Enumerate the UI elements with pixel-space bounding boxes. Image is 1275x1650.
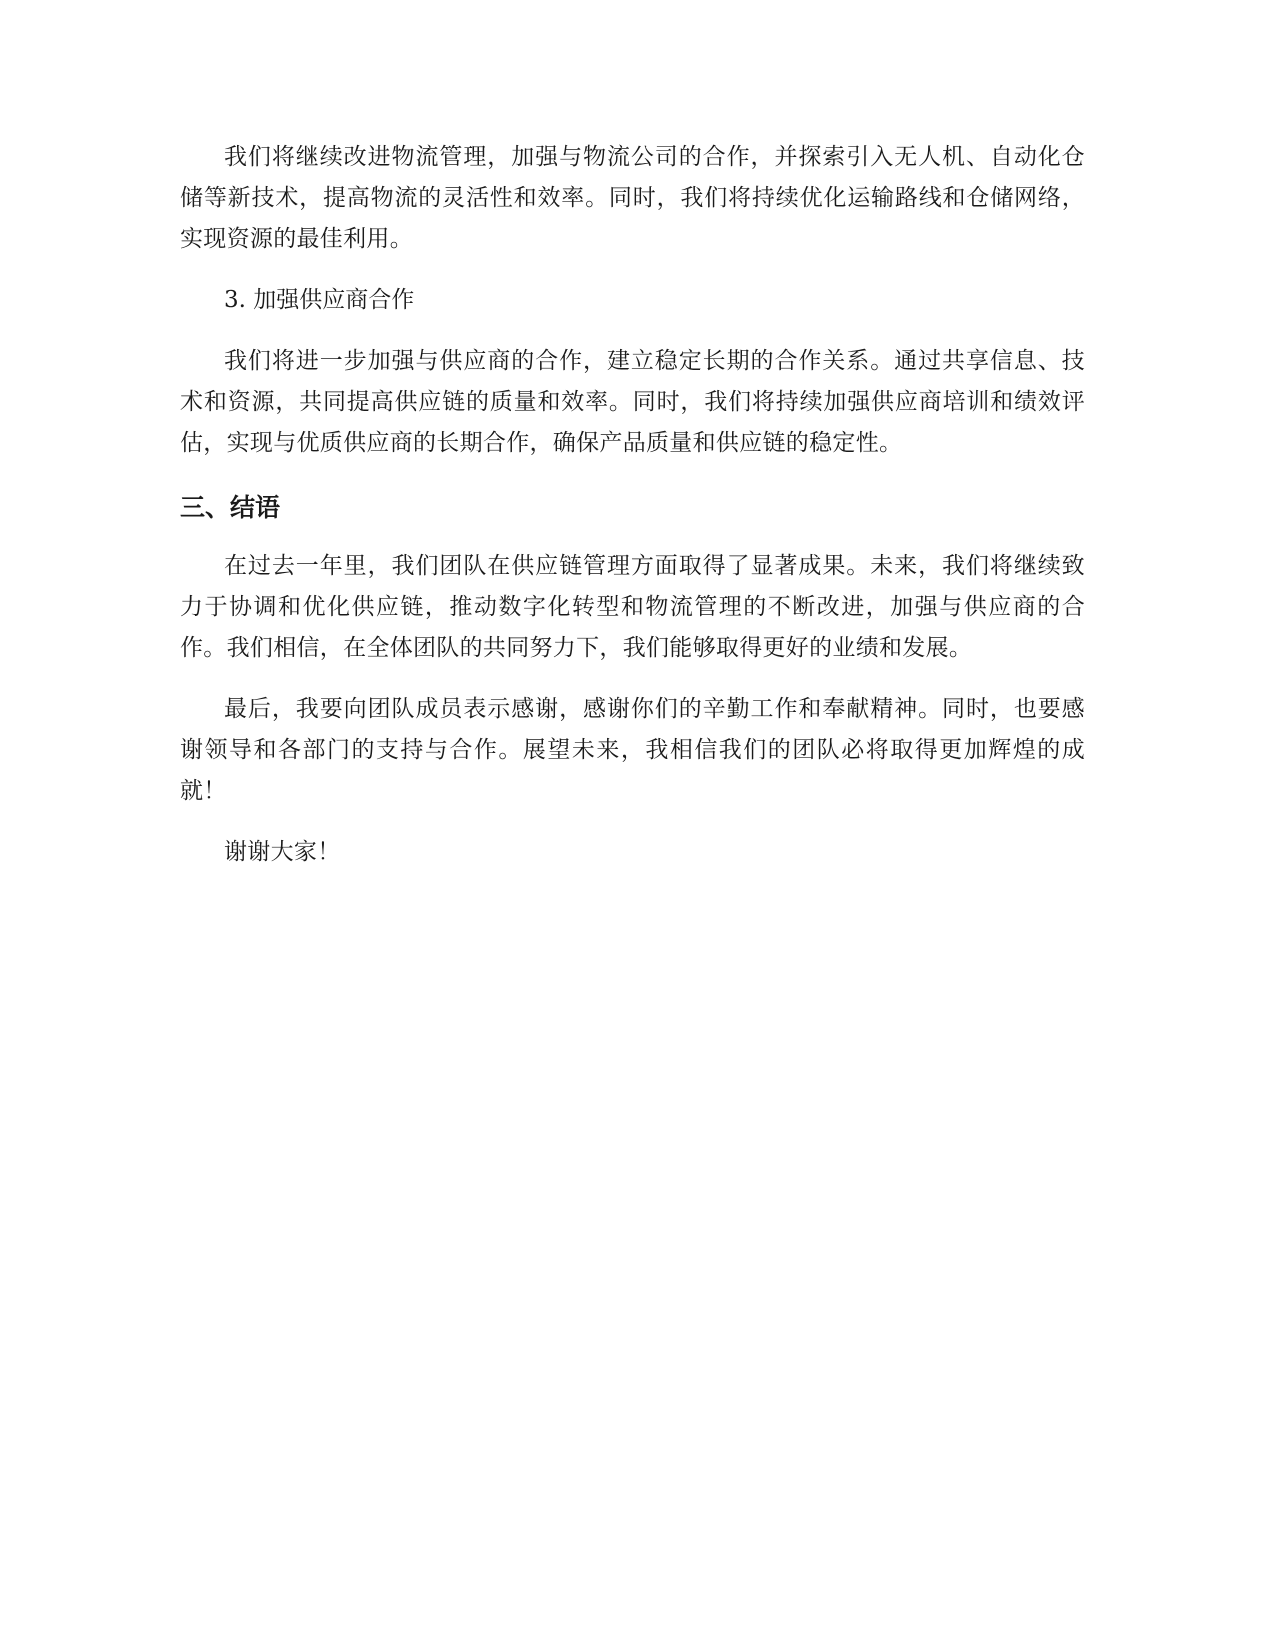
conclusion-paragraph: 在过去一年里，我们团队在供应链管理方面取得了显著成果。未来，我们将继续致力于协调和优化供应链，推动数字化转型和物流管理的不断改进，加强与供应商的合作。我们相信，在全体团队的共同努力下，我们能够取得更好的业绩和发展。 (180, 553, 1085, 661)
closing-line: 谢谢大家！ (224, 839, 341, 865)
logistics-paragraph: 我们将继续改进物流管理，加强与物流公司的合作，并探索引入无人机、自动化仓储等新技术，提高物流的灵活性和效率。同时，我们将持续优化运输路线和仓储网络，实现资源的最佳利用。 (180, 144, 1085, 252)
document-page (180, 137, 1085, 873)
conclusion-heading: 三、结语 (180, 493, 281, 522)
thanks-paragraph: 最后，我要向团队成员表示感谢，感谢你们的辛勤工作和奉献精神。同时，也要感谢领导和各部门的支持与合作。展望未来，我相信我们的团队必将取得更加辉煌的成就！ (180, 696, 1085, 804)
supplier-subheading: 3. 加强供应商合作 (224, 287, 415, 313)
supplier-paragraph: 我们将进一步加强与供应商的合作，建立稳定长期的合作关系。通过共享信息、技术和资源，共同提高供应链的质量和效率。同时，我们将持续加强供应商培训和绩效评估，实现与优质供应商的长期合作，确保产品质量和供应链的稳定性。 (180, 348, 1085, 456)
